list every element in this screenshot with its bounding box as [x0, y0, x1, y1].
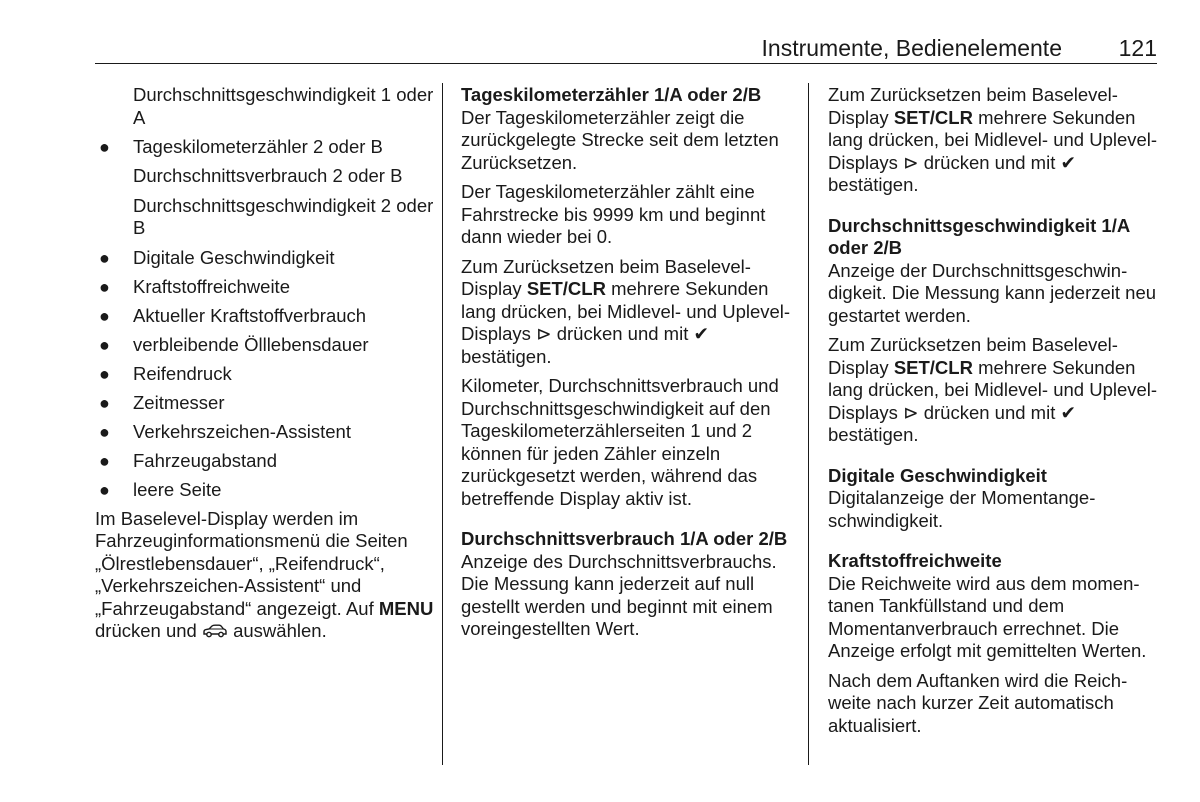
paragraph: Digitalanzeige der Momentangeschwindigkeit.	[828, 487, 1096, 531]
paragraph	[95, 508, 435, 644]
play-icon: ⊳	[536, 323, 552, 344]
check-icon: ✔	[693, 323, 709, 344]
header-rule	[95, 63, 1157, 64]
set-clr-key-label: SET/CLR	[893, 106, 973, 128]
menu-key-label: MENU	[378, 597, 434, 619]
paragraph-text: bestätigen.	[461, 345, 552, 367]
bullet-icon: ●	[99, 450, 110, 471]
paragraph: Der Tageskilometerzähler zeigt die zurückgelegte Strecke seit dem letzten Zurücksetzen.	[461, 106, 779, 173]
column-3	[828, 84, 1158, 744]
set-clr-key-label: SET/CLR	[526, 278, 606, 299]
section-heading: Durchschnittsgeschwindigkeit 1/A oder 2/B	[828, 214, 1130, 258]
paragraph-text: Zum Zurücksetzen beim Baselevel-Display	[828, 334, 1118, 378]
list-item-continuation: Durchschnittsgeschwindigkeit 1 oder A	[133, 84, 434, 128]
bullet-icon: ●	[99, 247, 110, 268]
list-item	[95, 450, 435, 473]
list-item-label: Fahrzeugabstand	[133, 449, 277, 471]
paragraph	[828, 84, 1158, 197]
spacer	[461, 517, 797, 528]
car-icon	[202, 621, 228, 644]
paragraph-text: mehrere Sekunden lang drücken, bei Midlevel- und Uplevel-Displays	[828, 106, 1158, 173]
bullet-icon: ●	[99, 137, 110, 157]
list-item	[95, 247, 435, 270]
spacer	[828, 539, 1158, 550]
list-item-label: Aktueller Kraftstoffverbrauch	[133, 304, 367, 326]
paragraph-text: Im Baselevel-Display werden im Fahrzeuginformationsmenü die Seiten „Ölrestlebensdauer“, „Reifendruck“, „Verkehrszeichen-Assistent“ und „Fahrzeugabstand“ angezeigt. Auf	[95, 507, 408, 619]
check-icon: ✔	[1060, 151, 1076, 173]
play-icon: ⊳	[903, 401, 919, 423]
list-item-label: Reifendruck	[133, 362, 232, 384]
spacer	[828, 454, 1158, 465]
bullet-icon: ●	[99, 276, 110, 297]
list-sub-item: Durchschnittsgeschwindigkeit 2 oder B	[133, 194, 434, 238]
paragraph	[461, 256, 797, 369]
list-sub-item: Durchschnittsverbrauch 2 oder B	[133, 165, 403, 186]
column-2	[461, 84, 797, 648]
list-item	[95, 305, 435, 328]
list-item-label: Zeitmesser	[133, 391, 225, 413]
paragraph: Kilometer, Durchschnittsverbrauch und Durchschnittsgeschwindigkeit auf den Tageskilometerzählerseiten 1 und 2 können für jeden Zähler einzeln zurückgesetzt werden, während das betreffende Display aktiv ist.	[461, 375, 779, 509]
paragraph: Nach dem Auftanken wird die Reichweite nach kurzer Zeit automatisch aktualisiert.	[828, 669, 1128, 736]
page-number: 121	[1118, 35, 1157, 61]
paragraph-text: bestätigen.	[828, 174, 919, 195]
list-item	[95, 392, 435, 415]
paragraph: Anzeige des Durchschnittsverbrauchs. Die Messung kann jederzeit auf null gestellt werden und beginnt mit einem voreingestellten Wert.	[461, 550, 777, 639]
list-item	[95, 479, 435, 502]
paragraph: Der Tageskilometerzähler zählt eine Fahrstrecke bis 9999 km und beginnt dann wieder bei 0.	[461, 181, 766, 247]
section-heading: Durchschnittsverbrauch 1/A oder 2/B	[461, 528, 788, 549]
list-item	[95, 421, 435, 444]
paragraph-text: bestätigen.	[828, 424, 919, 445]
paragraph-text: Zum Zurücksetzen beim Baselevel-Display	[461, 255, 751, 299]
list-item-label: verbleibende Ölllebensdauer	[133, 333, 369, 355]
paragraph-text: Zum Zurücksetzen beim Baselevel-Display	[828, 84, 1118, 128]
set-clr-key-label: SET/CLR	[893, 356, 973, 378]
paragraph: Anzeige der Durchschnittsgeschwindigkeit. Die Messung kann jederzeit neu gestartet werden.	[828, 259, 1157, 326]
paragraph: Die Reichweite wird aus dem momentanen Tankfüllstand und dem Momentanverbrauch errechnet. Die Anzeige erfolgt mit gemittelten Werten.	[828, 572, 1147, 661]
column-divider-2	[808, 83, 809, 765]
bullet-icon: ●	[99, 421, 110, 442]
list-item-label: leere Seite	[133, 478, 222, 500]
bullet-icon: ●	[99, 479, 110, 500]
list-item-label: Kraftstoffreichweite	[133, 275, 290, 297]
list-item	[95, 136, 435, 159]
list-item	[95, 363, 435, 386]
spacer	[828, 204, 1158, 215]
paragraph-text: auswählen.	[233, 620, 327, 641]
list-item-label: Digitale Geschwindigkeit	[133, 246, 335, 268]
list-item	[95, 276, 435, 299]
column-1	[95, 84, 435, 651]
list-item-label: Verkehrszeichen-Assistent	[133, 420, 351, 442]
column-divider-1	[442, 83, 443, 765]
paragraph-text: drücken und mit	[556, 323, 689, 344]
bullet-icon: ●	[99, 392, 110, 413]
section-heading: Kraftstoffreichweite	[828, 550, 1002, 571]
paragraph-text: drücken und mit	[923, 401, 1056, 423]
paragraph-text: mehrere Sekunden lang drücken, bei Midlevel- und Uplevel-Displays	[461, 278, 791, 344]
list-item-label: Tageskilometerzähler 2 oder B	[133, 136, 383, 157]
section-heading: Digitale Geschwindigkeit	[828, 464, 1047, 486]
check-icon: ✔	[1060, 401, 1076, 423]
section-heading: Tageskilometerzähler 1/A oder 2/B	[461, 84, 762, 105]
page-header-title: Instrumente, Bedienelemente	[761, 35, 1062, 61]
list-item	[95, 334, 435, 357]
paragraph	[828, 334, 1158, 447]
paragraph-text: drücken und mit	[923, 151, 1056, 173]
bullet-icon: ●	[99, 305, 110, 326]
bullet-icon: ●	[99, 334, 110, 355]
play-icon: ⊳	[903, 151, 919, 173]
paragraph-text: mehrere Sekunden lang drücken, bei Midlevel- und Uplevel-Displays	[828, 356, 1158, 423]
paragraph-text: drücken und	[95, 620, 197, 641]
bullet-icon: ●	[99, 363, 110, 384]
